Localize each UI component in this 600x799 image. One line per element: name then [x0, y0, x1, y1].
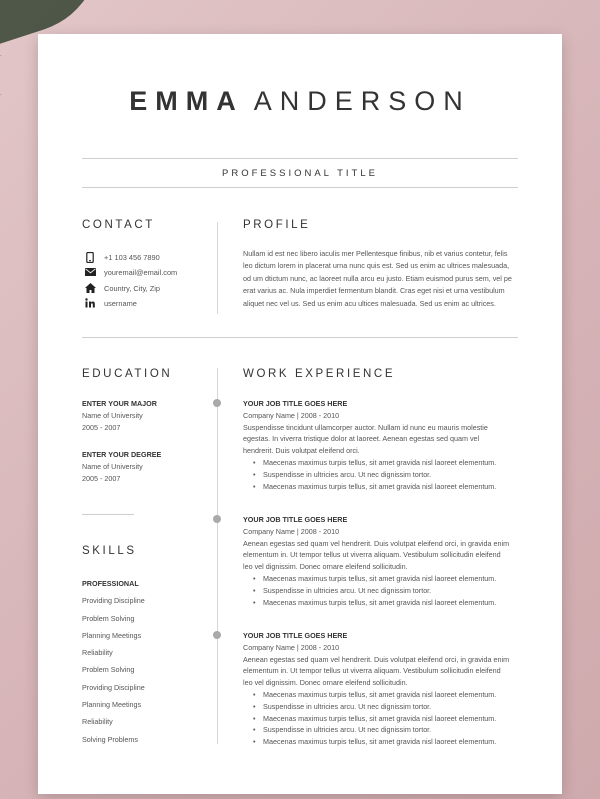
job-bullet: • Maecenas maximus turpis tellus, sit amet gravida nisl laoreet elementum.	[263, 481, 519, 493]
education-heading: EDUCATION	[82, 368, 173, 380]
skill-item: Planning Meetings	[82, 700, 142, 710]
title-bottom-rule	[82, 187, 518, 188]
job-desc-line: Aenean egestas sed quam vel hendrerit. Duis volutpat eleifend orci, in gravida enim	[243, 654, 510, 664]
job-company: Company Name | 2008 - 2010	[243, 642, 340, 652]
contact-location	[84, 281, 160, 295]
skill-item: Providing Discipline	[82, 682, 145, 692]
professional-title: PROFESSIONAL TITLE	[222, 168, 378, 179]
home-icon	[84, 282, 96, 294]
job-bullet: • Suspendisse in ultricies arcu. Ut nec dignissim tortor.	[263, 469, 519, 481]
years: 2005 - 2007	[82, 422, 121, 432]
degree: ENTER YOUR DEGREE	[82, 450, 162, 459]
candidate-name	[38, 86, 562, 117]
skill-item: Problem Solving	[82, 665, 135, 675]
contact-phone	[84, 250, 160, 264]
timeline-line	[217, 368, 218, 744]
job-title: YOUR JOB TITLE GOES HERE	[243, 631, 348, 640]
job-bullet: • Maecenas maximus turpis tellus, sit amet gravida nisl laoreet elementum.	[263, 689, 519, 701]
section-rule	[82, 337, 518, 338]
contact-linkedin	[84, 296, 137, 310]
skill-item: Reliability	[82, 648, 113, 658]
job-bullet: • Maecenas maximus turpis tellus, sit amet gravida nisl laoreet elementum.	[263, 457, 519, 469]
linkedin-text: username	[104, 298, 137, 308]
linkedin-icon	[84, 297, 96, 309]
job-bullet: • Maecenas maximus turpis tellus, sit amet gravida nisl laoreet elementum.	[263, 736, 519, 748]
education-entry	[82, 398, 157, 433]
timeline-dot	[213, 399, 221, 407]
last-name: ANDERSON	[253, 86, 471, 116]
profile-line: od um dtictum nunc, ac laoreet nulla arcu eu justo. Etiam euismod purus sem, vel pe	[243, 273, 512, 283]
profile-line: erat varius ac. Nula imperdiet fermentum blandit. Cras eget nisi et urna vestibulum	[243, 286, 505, 296]
phone-text: +1 103 456 7890	[104, 252, 160, 262]
location-text: Country, City, Zip	[104, 283, 160, 293]
job-company: Company Name | 2008 - 2010	[243, 526, 340, 536]
job-bullet: • Suspendisse in ultricies arcu. Ut nec dignissim tortor.	[263, 585, 519, 597]
timeline-dot	[213, 515, 221, 523]
job-desc-line: elementum in. Ut tempor tellus ut viverra aliquam. Vestibulum sollicitudin eleifend	[243, 666, 501, 676]
job-bullet: • Suspendisse in ultricies arcu. Ut nec dignissim tortor.	[263, 724, 519, 736]
contact-heading: CONTACT	[82, 219, 155, 231]
skill-item: Reliability	[82, 717, 113, 727]
job-bullet: • Maecenas maximus turpis tellus, sit amet gravida nisl laoreet elementum.	[263, 597, 519, 609]
skills-list	[82, 575, 145, 748]
experience-heading: WORK EXPERIENCE	[243, 368, 396, 380]
profile-line: aliquet nec vel us. Sed us enim acu ultices malesuada. Sed us enim ac ultrices.	[243, 298, 496, 308]
job-description	[243, 422, 519, 457]
job-description	[243, 654, 519, 689]
timeline-dot	[213, 631, 221, 639]
contact-divider	[217, 222, 218, 314]
job-bullet: • Maecenas maximus turpis tellus, sit amet gravida nisl laoreet elementum.	[263, 573, 519, 585]
job-desc-line: hendrerit. Duis volutpat eleifend orci.	[243, 446, 360, 456]
job-bullet: • Maecenas maximus turpis tellus, sit amet gravida nisl laoreet elementum.	[263, 713, 519, 725]
job-bullet: • Suspendisse in ultricies arcu. Ut nec dignissim tortor.	[263, 701, 519, 713]
job-bullets	[243, 573, 519, 608]
job-desc-line: Suspendisse tincidunt ullamcorper auctor. Nullam id nunc eu mauris molestie	[243, 422, 488, 432]
skill-item: Problem Solving	[82, 613, 135, 623]
title-top-rule	[82, 158, 518, 159]
job-entry	[243, 630, 519, 748]
job-desc-line: Aenean egestas sed quam vel hendrerit. Duis volutpat eleifend orci, in gravida enim	[243, 538, 510, 548]
profile-heading: PROFILE	[243, 219, 311, 231]
years: 2005 - 2007	[82, 473, 121, 483]
job-company: Company Name | 2008 - 2010	[243, 410, 340, 420]
job-description	[243, 538, 519, 573]
profile-text	[243, 248, 533, 310]
job-desc-line: elementum in. Ut tempor tellus ut viverra aliquam. Vestibulum sollicitudin eleifend	[243, 550, 501, 560]
school: Name of University	[82, 410, 143, 420]
email-text: youremail@email.com	[104, 267, 178, 277]
resume-page	[38, 34, 562, 794]
job-bullets	[243, 457, 519, 492]
job-title: YOUR JOB TITLE GOES HERE	[243, 399, 348, 408]
job-desc-line: leo vel dignissim. Donec ornare eleifend sollicitudin.	[243, 562, 408, 572]
profile-line: Nullam id est nec libero iaculis mer Pellentesque finibus, nib et varius contetur, felis	[243, 249, 508, 258]
contact-email	[84, 265, 177, 279]
skill-item: Solving Problems	[82, 734, 138, 744]
mail-icon	[84, 266, 96, 278]
job-bullets	[243, 689, 519, 748]
job-entry	[243, 514, 519, 608]
phone-icon	[84, 251, 96, 263]
school: Name of University	[82, 461, 143, 471]
education-skills-rule	[82, 514, 134, 515]
job-entry	[243, 398, 519, 492]
skills-heading: SKILLS	[82, 545, 137, 557]
degree: ENTER YOUR MAJOR	[82, 399, 157, 408]
job-title: YOUR JOB TITLE GOES HERE	[243, 515, 348, 524]
education-entry	[82, 449, 161, 484]
job-desc-line: leo vel dignissim. Donec ornare eleifend sollicitudin.	[243, 678, 408, 688]
skill-item: Planning Meetings	[82, 630, 142, 640]
job-desc-line: egestas. In viverra tristique dolor at laoreet. Aenean egestas sed quam vel	[243, 434, 480, 444]
skill-item: Providing Discipline	[82, 596, 145, 606]
profile-line: leo dictum lorem in placerat urna nunc quis est. Sed us enim ac ultrices malesuada,	[243, 261, 510, 271]
first-name: EMMA	[129, 86, 244, 116]
skills-subheading: PROFESSIONAL	[82, 579, 139, 588]
